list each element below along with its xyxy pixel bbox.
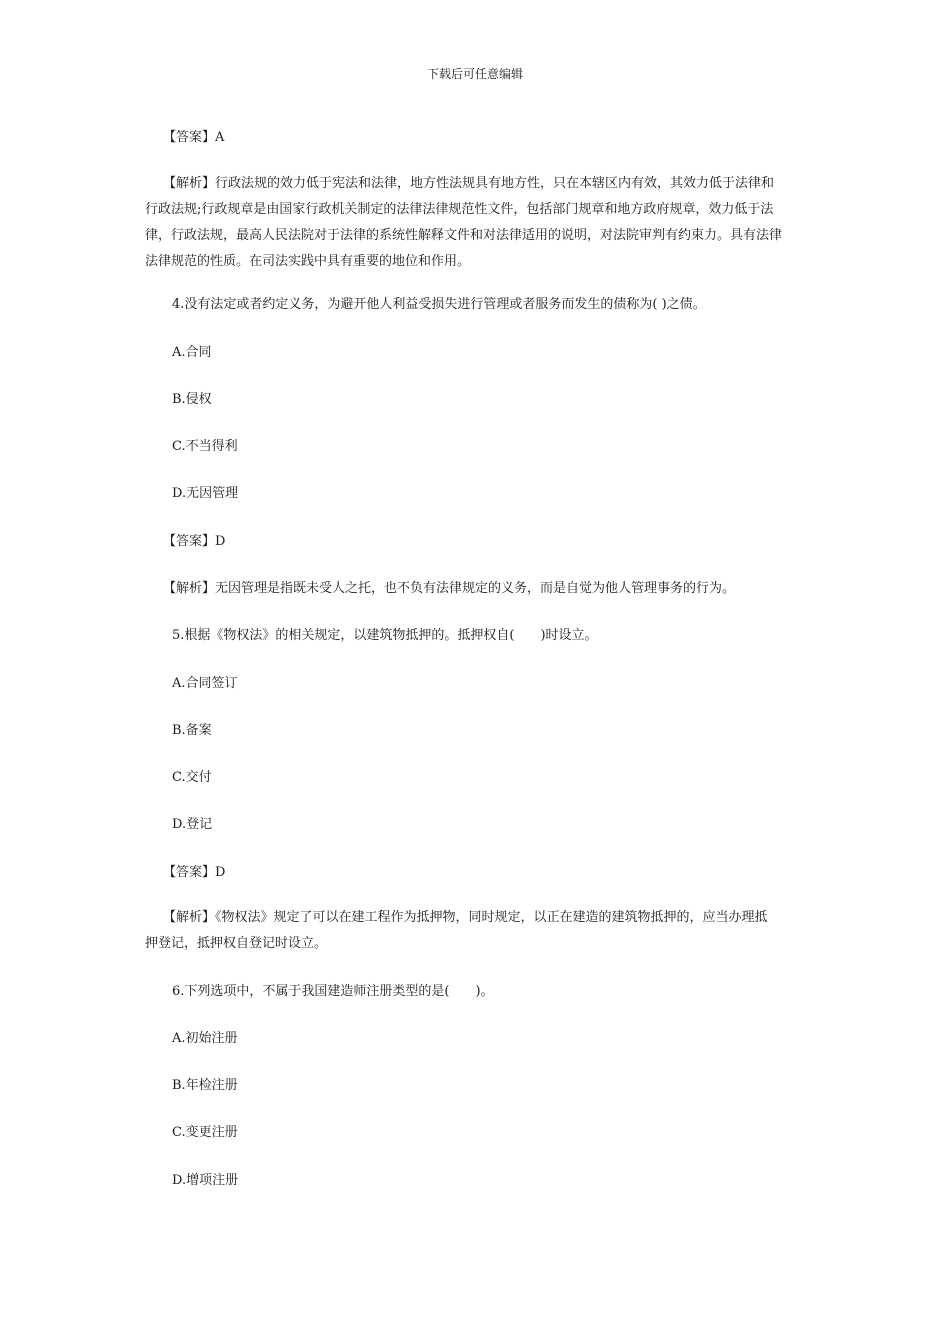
q4-option-a: A.合同 — [172, 345, 212, 360]
q3-answer: 【答案】A — [163, 130, 225, 145]
q3-analysis-line: 行政法规;行政规章是由国家行政机关制定的法律法律规范性文件，包括部门规章和地方政府规章，效力低于法 — [145, 202, 774, 217]
q5-analysis-line: 押登记，抵押权自登记时设立。 — [145, 936, 328, 951]
q4-option-c: C.不当得利 — [172, 439, 238, 454]
q3-analysis-line: 律，行政法规，最高人民法院对于法律的系统性解释文件和对法律适用的说明，对法院审判有约束力。具有法律 — [145, 228, 783, 243]
q5-option-c: C.交付 — [172, 770, 212, 785]
q5-analysis — [145, 905, 768, 957]
q3-analysis-line: 法律规范的性质。在司法实践中具有重要的地位和作用。 — [145, 254, 471, 269]
q6-question: 6.下列选项中，不属于我国建造师注册类型的是( )。 — [172, 984, 494, 999]
q4-analysis: 【解析】无因管理是指既未受人之托，也不负有法律规定的义务，而是自觉为他人管理事务的行为。 — [163, 581, 736, 596]
q5-question: 5.根据《物权法》的相关规定，以建筑物抵押的。抵押权自( )时设立。 — [172, 628, 598, 643]
q4-question: 4.没有法定或者约定义务，为避开他人利益受损失进行管理或者服务而发生的债称为( )之债。 — [172, 297, 706, 312]
q6-option-a: A.初始注册 — [172, 1031, 238, 1046]
q6-option-b: B.年检注册 — [172, 1078, 238, 1093]
q5-answer: 【答案】D — [163, 865, 226, 880]
q3-analysis-line: 【解析】行政法规的效力低于宪法和法律，地方性法规具有地方性，只在本辖区内有效，其效力低于法律和 — [163, 176, 775, 191]
q6-option-d: D.增项注册 — [172, 1173, 239, 1188]
q5-analysis-line: 【解析】《物权法》规定了可以在建工程作为抵押物，同时规定，以正在建造的建筑物抵押的，应当办理抵 — [163, 910, 768, 925]
q3-analysis — [145, 171, 782, 275]
q4-option-b: B.侵权 — [172, 392, 212, 407]
q6-option-c: C.变更注册 — [172, 1125, 238, 1140]
q5-option-b: B.备案 — [172, 723, 212, 738]
q5-option-d: D.登记 — [172, 817, 213, 832]
q4-option-d: D.无因管理 — [172, 486, 239, 501]
page-header: 下载后可任意编辑 — [426, 67, 523, 81]
q4-answer: 【答案】D — [163, 534, 226, 549]
q5-option-a: A.合同签订 — [172, 676, 238, 691]
